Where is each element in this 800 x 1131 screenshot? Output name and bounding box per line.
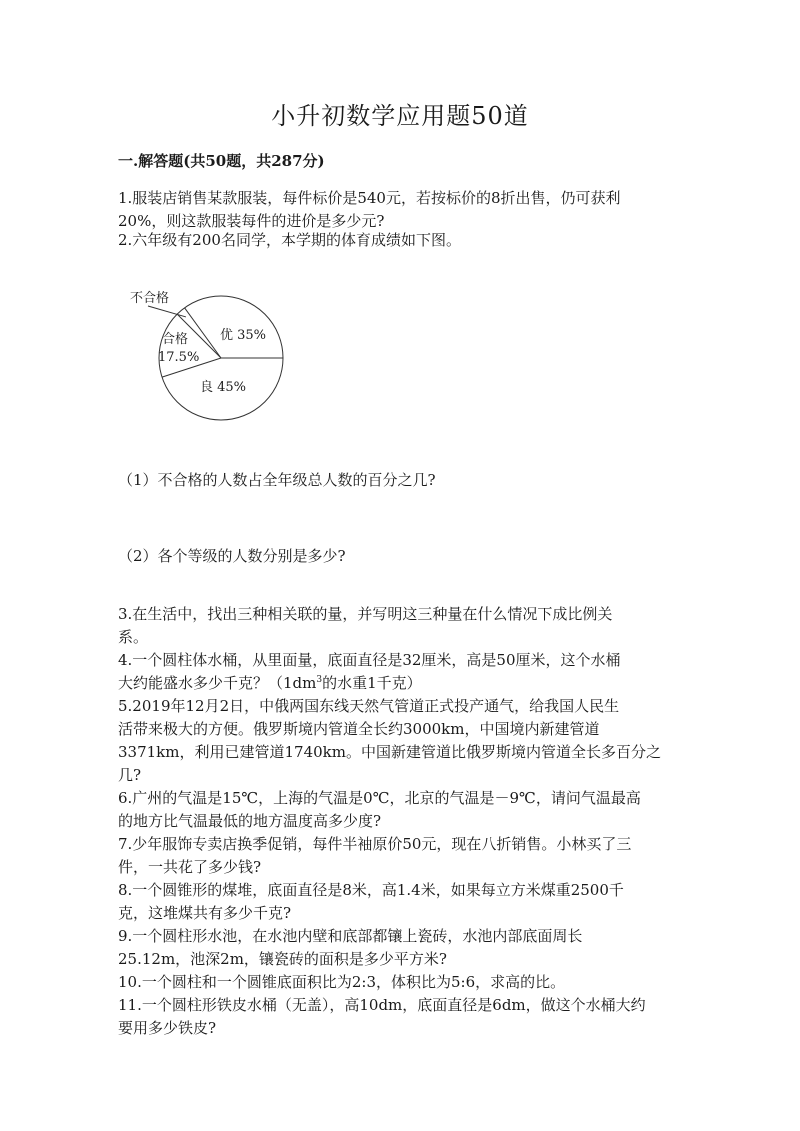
question-6-line-2: 的地方比气温最低的地方温度高多少度? (118, 812, 382, 830)
question-5-line-2: 活带来极大的方便。俄罗斯境内管道全长约3000km，中国境内新建管道 (118, 720, 600, 738)
question-4-superscript: 3 (316, 675, 323, 685)
question-11-line-1: 11.一个圆柱形铁皮水桶（无盖），高10dm，底面直径是6dm，做这个水桶大约 (118, 996, 646, 1014)
question-4-line-1: 4.一个圆柱体水桶，从里面量，底面直径是32厘米，高是50厘米，这个水桶 (118, 651, 621, 669)
question-4-line-2 (118, 672, 688, 695)
question-8-line-2: 克，这堆煤共有多少千克? (118, 904, 292, 922)
label-excellent: 优 35% (220, 328, 267, 343)
question-3-line-2: 系。 (118, 628, 149, 646)
question-5-line-4: 几? (118, 766, 142, 784)
question-9 (118, 925, 688, 971)
question-5 (118, 695, 688, 787)
question-5-line-1: 5.2019年12月2日，中俄两国东线天然气管道正式投产通气，给我国人民生 (118, 697, 620, 715)
question-3-line-1: 3.在生活中，找出三种相关联的量，并写明这三种量在什么情况下成比例关 (118, 605, 613, 623)
question-4-line-2-post: 的水重1千克） (322, 674, 422, 692)
label-fail: 不合格 (130, 291, 170, 306)
question-6-line-1: 6.广州的气温是15℃，上海的气温是0℃，北京的气温是－9℃，请问气温最高 (118, 789, 641, 807)
question-1-line-1: 1.服装店销售某款服装，每件标价是540元，若按标价的8折出售，仍可获利 (118, 189, 621, 207)
question-3 (118, 603, 688, 649)
label-pass-pct: 17.5% (158, 350, 200, 365)
question-11-line-2: 要用多少铁皮? (118, 1019, 217, 1037)
label-good: 良 45% (200, 380, 247, 395)
sub-question-1: （1）不合格的人数占全年级总人数的百分之几? (118, 471, 436, 489)
question-10-line-1: 10.一个圆柱和一个圆锥底面积比为2:3，体积比为5:6，求高的比。 (118, 973, 566, 991)
question-9-line-1: 9.一个圆柱形水池，在水池内壁和底部都镶上瓷砖，水池内部底面周长 (118, 927, 583, 945)
page-title: 小升初数学应用题50道 (271, 102, 529, 130)
sub-question-2: （2）各个等级的人数分别是多少? (118, 547, 346, 565)
question-7-line-1: 7.少年服饰专卖店换季促销，每件半袖原价50元，现在八折销售。小林买了三 (118, 835, 632, 853)
question-1-line-2: 20%，则这款服装每件的进价是多少元? (118, 212, 385, 230)
question-7-line-2: 件，一共花了多少钱? (118, 858, 262, 876)
question-1 (118, 187, 688, 233)
question-10 (118, 971, 688, 994)
question-5-line-3: 3371km，利用已建管道1740km。中国新建管道比俄罗斯境内管道全长多百分之 (118, 743, 661, 761)
pie-chart (118, 280, 318, 430)
question-9-line-2: 25.12m，池深2m，镶瓷砖的面积是多少平方米? (118, 950, 447, 968)
question-4 (118, 649, 688, 695)
question-8-line-1: 8.一个圆锥形的煤堆，底面直径是8米，高1.4米，如果每立方米煤重2500千 (118, 881, 624, 899)
question-7 (118, 833, 688, 879)
question-2: 2.六年级有200名同学，本学期的体育成绩如下图。 (118, 231, 461, 249)
question-8 (118, 879, 688, 925)
questions-3-11 (118, 603, 688, 1040)
label-pass-name: 合格 (162, 332, 189, 347)
question-11 (118, 994, 688, 1040)
section-heading: 一.解答题(共50题，共287分) (118, 152, 325, 170)
question-4-line-2-pre: 大约能盛水多少千克？（1dm (118, 674, 317, 692)
question-6 (118, 787, 688, 833)
